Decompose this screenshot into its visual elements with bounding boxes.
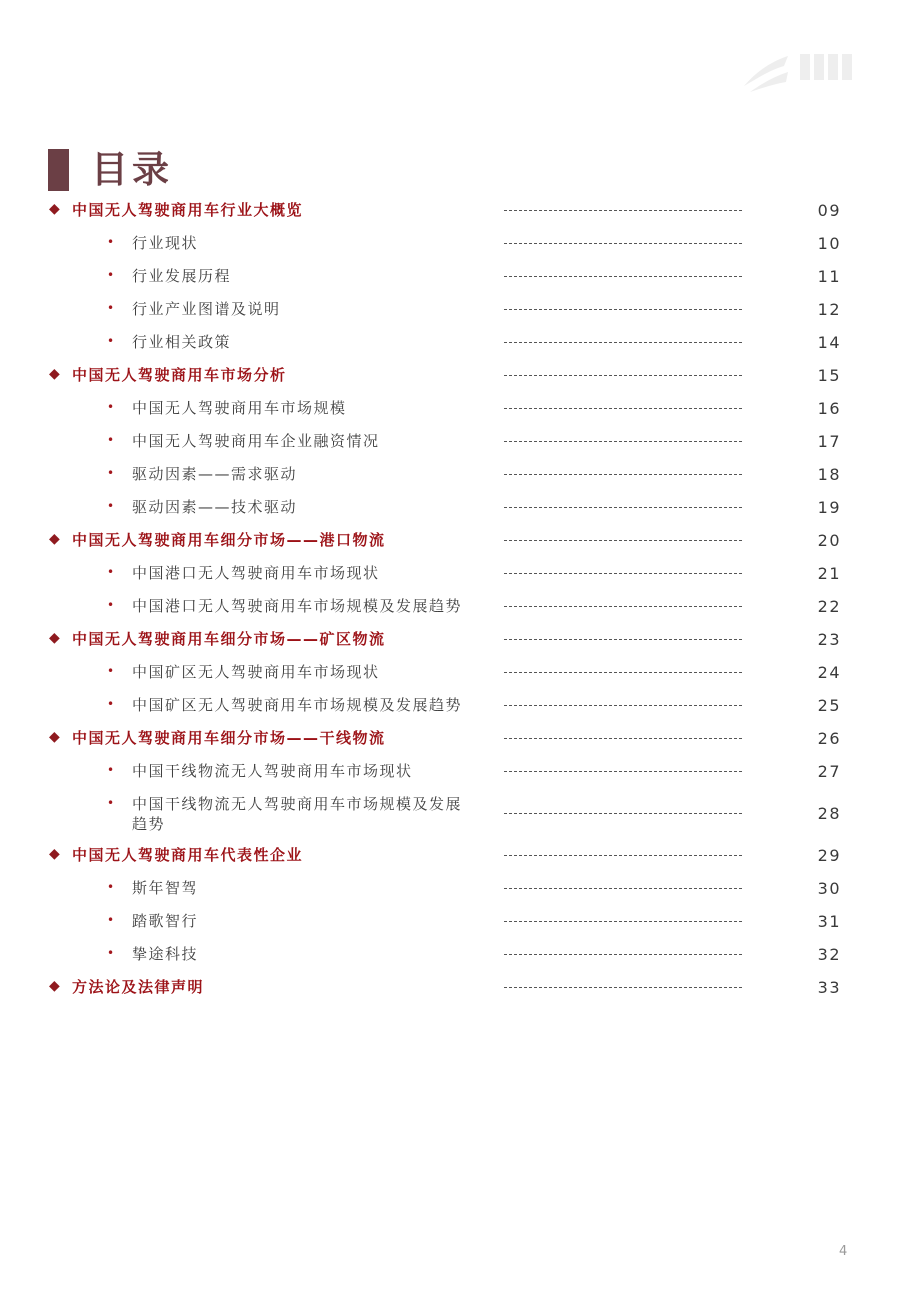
- dotted-leader: [504, 474, 742, 475]
- toc-list: [0, 194, 900, 1004]
- toc-entry-page: 19: [817, 498, 841, 517]
- bullet-icon: •: [107, 334, 115, 348]
- toc-entry-label: 中国无人驾驶商用车市场分析: [72, 366, 287, 384]
- toc-entry-page: 16: [817, 399, 841, 418]
- diamond-icon: ◆: [49, 978, 60, 994]
- bullet-icon: •: [107, 433, 115, 447]
- diamond-icon: ◆: [49, 630, 60, 646]
- toc-item-entry[interactable]: [0, 458, 900, 491]
- bullet-icon: •: [107, 301, 115, 315]
- toc-section-entry[interactable]: [0, 524, 900, 557]
- toc-section-entry[interactable]: [0, 722, 900, 755]
- toc-entry-page: 11: [817, 267, 841, 286]
- page-number: 4: [839, 1244, 848, 1259]
- toc-entry-label: 行业发展历程: [132, 267, 232, 285]
- bullet-icon: •: [107, 400, 115, 414]
- toc-section-entry[interactable]: [0, 359, 900, 392]
- toc-entry-page: 17: [817, 432, 841, 451]
- toc-item-entry[interactable]: [0, 425, 900, 458]
- toc-entry-page: 25: [817, 696, 841, 715]
- bullet-icon: •: [107, 880, 115, 894]
- toc-entry-label: 中国无人驾驶商用车细分市场——矿区物流: [72, 630, 386, 648]
- toc-item-entry[interactable]: [0, 788, 900, 839]
- toc-entry-label: 行业产业图谱及说明: [132, 300, 281, 318]
- toc-entry-page: 27: [817, 762, 841, 781]
- toc-entry-label: 中国港口无人驾驶商用车市场规模及发展趋势: [132, 597, 463, 615]
- toc-entry-label: 中国无人驾驶商用车细分市场——港口物流: [72, 531, 386, 549]
- dotted-leader: [504, 813, 742, 814]
- dotted-leader: [504, 771, 742, 772]
- diamond-icon: ◆: [49, 729, 60, 745]
- title-accent-bar: [48, 149, 69, 191]
- dotted-leader: [504, 408, 742, 409]
- bullet-icon: •: [107, 913, 115, 927]
- toc-entry-label: 中国矿区无人驾驶商用车市场现状: [132, 663, 380, 681]
- dotted-leader: [504, 705, 742, 706]
- toc-entry-page: 10: [817, 234, 841, 253]
- toc-entry-label: 中国无人驾驶商用车代表性企业: [72, 846, 304, 864]
- bullet-icon: •: [107, 697, 115, 711]
- toc-entry-page: 31: [817, 912, 841, 931]
- toc-section-entry[interactable]: [0, 623, 900, 656]
- toc-entry-page: 09: [817, 201, 841, 220]
- toc-entry-page: 21: [817, 564, 841, 583]
- bullet-icon: •: [107, 235, 115, 249]
- toc-entry-label: 中国干线物流无人驾驶商用车市场现状: [132, 762, 413, 780]
- toc-entry-page: 22: [817, 597, 841, 616]
- toc-entry-page: 23: [817, 630, 841, 649]
- toc-section-entry[interactable]: [0, 194, 900, 227]
- toc-entry-page: 26: [817, 729, 841, 748]
- toc-entry-label: 驱动因素——技术驱动: [132, 498, 298, 516]
- bullet-icon: •: [107, 796, 115, 810]
- toc-entry-label: 中国无人驾驶商用车细分市场——干线物流: [72, 729, 386, 747]
- toc-title: 目录: [91, 148, 173, 191]
- bullet-icon: •: [107, 466, 115, 480]
- toc-entry-page: 18: [817, 465, 841, 484]
- toc-entry-page: 32: [817, 945, 841, 964]
- toc-entry-label: 踏歌智行: [132, 912, 199, 930]
- toc-entry-page: 28: [817, 804, 841, 823]
- toc-item-entry[interactable]: [0, 326, 900, 359]
- toc-entry-label: 中国矿区无人驾驶商用车市场规模及发展趋势: [132, 696, 463, 714]
- bullet-icon: •: [107, 664, 115, 678]
- toc-section-entry[interactable]: [0, 971, 900, 1004]
- bullet-icon: •: [107, 763, 115, 777]
- toc-item-entry[interactable]: [0, 590, 900, 623]
- toc-item-entry[interactable]: [0, 293, 900, 326]
- toc-entry-label: 斯年智驾: [132, 879, 199, 897]
- bullet-icon: •: [107, 565, 115, 579]
- dotted-leader: [504, 606, 742, 607]
- dotted-leader: [504, 540, 742, 541]
- toc-entry-page: 24: [817, 663, 841, 682]
- toc-entry-label: 中国无人驾驶商用车市场规模: [132, 399, 347, 417]
- toc-entry-page: 14: [817, 333, 841, 352]
- bullet-icon: •: [107, 268, 115, 282]
- dotted-leader: [504, 738, 742, 739]
- dotted-leader: [504, 309, 742, 310]
- toc-entry-page: 33: [817, 978, 841, 997]
- toc-item-entry[interactable]: [0, 260, 900, 293]
- dotted-leader: [504, 987, 742, 988]
- toc-item-entry[interactable]: [0, 491, 900, 524]
- toc-entry-label: 中国港口无人驾驶商用车市场现状: [132, 564, 380, 582]
- toc-header: [48, 148, 173, 192]
- dotted-leader: [504, 210, 742, 211]
- toc-item-entry[interactable]: [0, 557, 900, 590]
- toc-entry-label: 中国无人驾驶商用车企业融资情况: [132, 432, 380, 450]
- dotted-leader: [504, 507, 742, 508]
- diamond-icon: ◆: [49, 366, 60, 382]
- dotted-leader: [504, 855, 742, 856]
- toc-item-entry[interactable]: [0, 938, 900, 971]
- toc-entry-page: 29: [817, 846, 841, 865]
- toc-entry-page: 30: [817, 879, 841, 898]
- dotted-leader: [504, 954, 742, 955]
- dotted-leader: [504, 243, 742, 244]
- toc-item-entry[interactable]: [0, 872, 900, 905]
- toc-entry-label: 行业现状: [132, 234, 199, 252]
- toc-entry-page: 12: [817, 300, 841, 319]
- dotted-leader: [504, 276, 742, 277]
- bullet-icon: •: [107, 499, 115, 513]
- brand-logo: [736, 42, 860, 96]
- toc-item-entry[interactable]: [0, 905, 900, 938]
- dotted-leader: [504, 441, 742, 442]
- toc-entry-page: 15: [817, 366, 841, 385]
- toc-entry-label: 行业相关政策: [132, 333, 232, 351]
- dotted-leader: [504, 573, 742, 574]
- toc-item-entry[interactable]: [0, 392, 900, 425]
- diamond-icon: ◆: [49, 846, 60, 862]
- dotted-leader: [504, 921, 742, 922]
- bullet-icon: •: [107, 946, 115, 960]
- toc-item-entry[interactable]: [0, 227, 900, 260]
- diamond-icon: ◆: [49, 201, 60, 217]
- toc-item-entry[interactable]: [0, 755, 900, 788]
- dotted-leader: [504, 375, 742, 376]
- toc-entry-label: 中国无人驾驶商用车行业大概览: [72, 201, 304, 219]
- toc-item-entry[interactable]: [0, 689, 900, 722]
- toc-entry-label: 挚途科技: [132, 945, 199, 963]
- dotted-leader: [504, 672, 742, 673]
- toc-item-entry[interactable]: [0, 656, 900, 689]
- toc-entry-page: 20: [817, 531, 841, 550]
- dotted-leader: [504, 888, 742, 889]
- diamond-icon: ◆: [49, 531, 60, 547]
- toc-entry-label: 驱动因素——需求驱动: [132, 465, 298, 483]
- toc-entry-label: 方法论及法律声明: [72, 978, 205, 996]
- toc-entry-label: 中国干线物流无人驾驶商用车市场规模及发展趋势: [132, 795, 463, 833]
- dotted-leader: [504, 342, 742, 343]
- bullet-icon: •: [107, 598, 115, 612]
- toc-section-entry[interactable]: [0, 839, 900, 872]
- dotted-leader: [504, 639, 742, 640]
